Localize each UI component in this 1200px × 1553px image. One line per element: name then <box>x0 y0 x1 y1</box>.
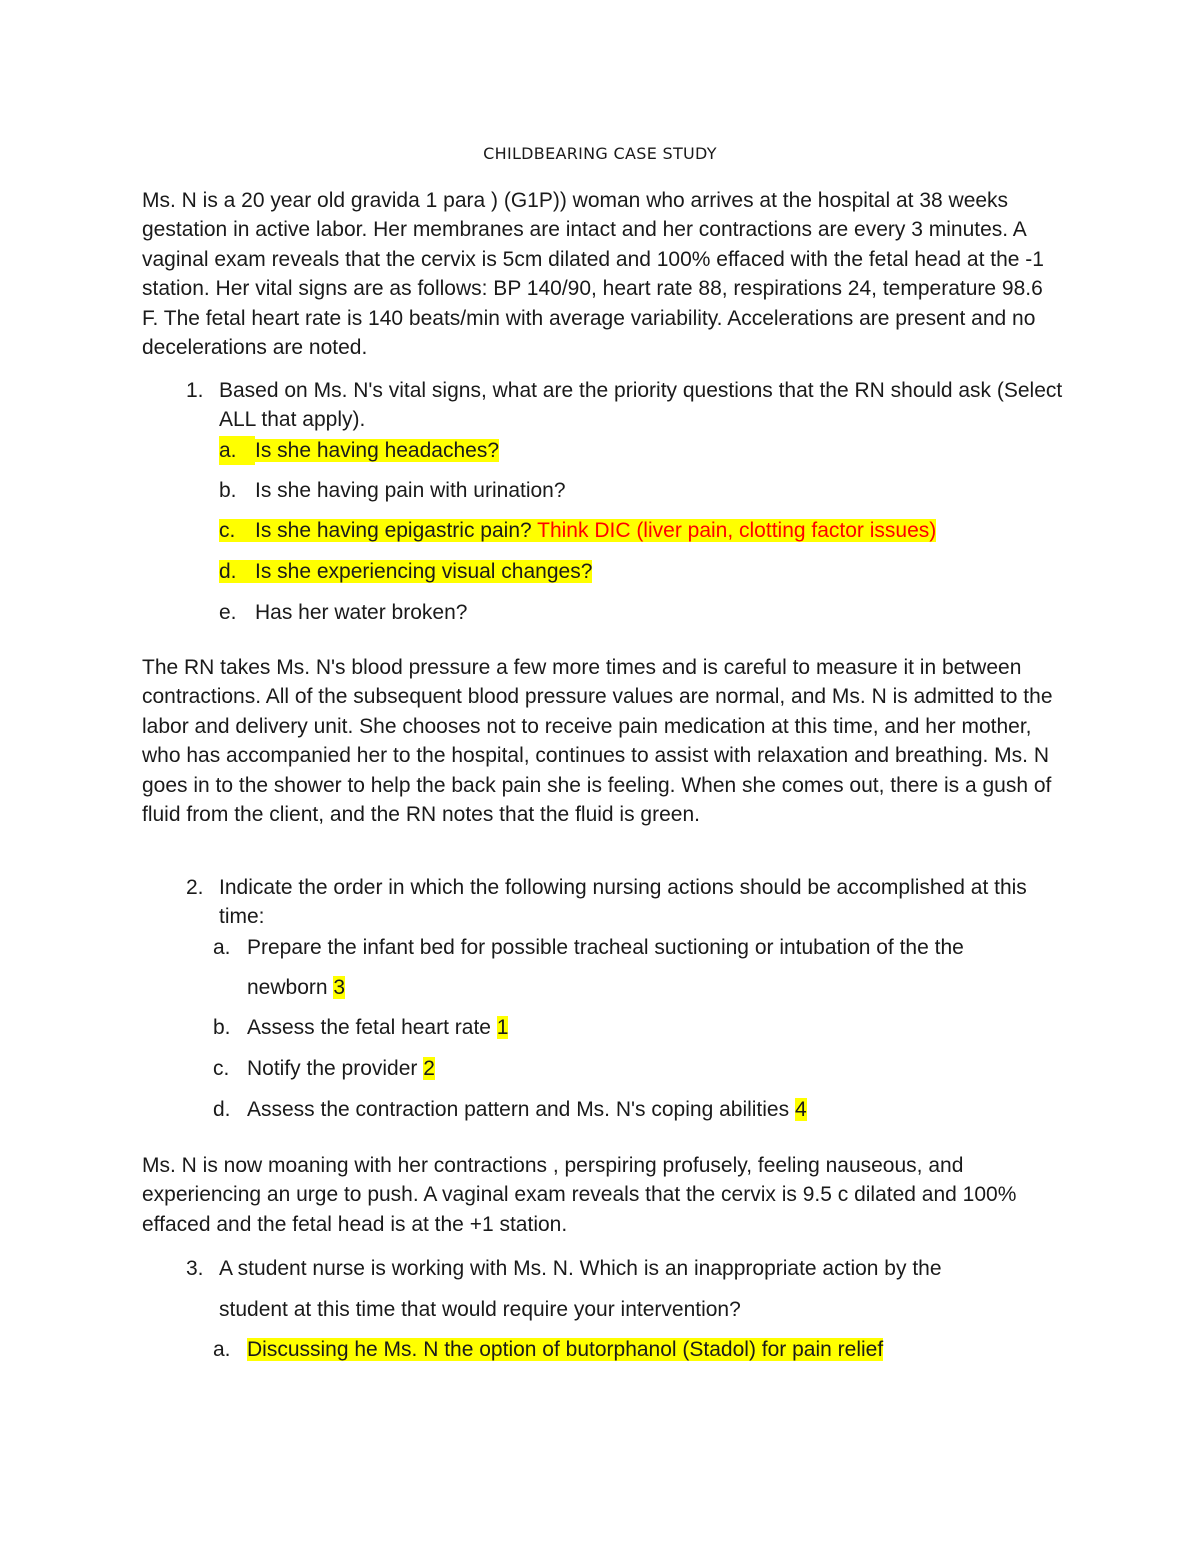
option-text: Notify the provider <box>247 1057 424 1080</box>
option-text: Is she experiencing visual changes? <box>255 560 593 583</box>
q3-option-a <box>213 1335 883 1364</box>
option-letter: b. <box>213 1016 231 1039</box>
intro-paragraph: Ms. N is a 20 year old gravida 1 para ) (G1P)) woman who arrives at the hospital at 38 weeks gestation in active labor. Her membranes are intact and her contractions are every 3 minutes. A vaginal exam reveals that the cervix is 5cm dilated and 100% effaced with the fetal head at the -1 station. Her vital signs are as follows: BP 140/90, heart rate 88, respirations 24, temperature 98.6 F. The fetal heart rate is 140 beats/min with average variability. Accelerations are present and no decelerations are noted. <box>142 189 1044 360</box>
q1-option-d <box>219 557 592 586</box>
question-1-text: Based on Ms. N's vital signs, what are the priority questions that the RN should ask (Select ALL that apply). <box>219 379 1063 432</box>
q1-option-a <box>219 436 499 465</box>
q2-option-a-continued <box>247 973 345 1002</box>
q2-option-c <box>213 1054 435 1083</box>
option-letter: d. <box>219 560 237 583</box>
second-paragraph: The RN takes Ms. N's blood pressure a few more times and is careful to measure it in between contractions. All of the subsequent blood pressure values are normal, and Ms. N is admitted to the labor and delivery unit. She chooses not to receive pain medication at this time, and her mother, who has accompanied her to the hospital, continues to assist with relaxation and breathing. Ms. N goes in to the shower to help the back pain she is feeling. When she comes out, there is a gush of fluid from the client, and the RN notes that the fluid is green. <box>142 656 1053 827</box>
option-letter: a. <box>219 436 255 465</box>
question-2-number: 2. <box>186 876 204 899</box>
order-answer: 3 <box>333 976 346 999</box>
option-text: Is she having epigastric pain? <box>255 519 532 542</box>
option-letter: a. <box>213 936 231 959</box>
q1-option-c <box>219 516 936 545</box>
option-text: Prepare the infant bed for possible tracheal suctioning or intubation of the the <box>247 936 964 959</box>
q2-option-b <box>213 1013 508 1042</box>
option-annotation: Think DIC (liver pain, clotting factor issues) <box>531 519 937 542</box>
option-letter: c. <box>219 519 236 542</box>
order-answer: 2 <box>423 1057 435 1080</box>
question-1-number: 1. <box>186 379 204 402</box>
option-letter: c. <box>213 1057 230 1080</box>
option-text: Discussing he Ms. N the option of butorphanol (Stadol) for pain relief <box>247 1338 884 1361</box>
q2-option-a <box>213 933 964 962</box>
q1-option-e <box>219 598 467 627</box>
order-answer: 4 <box>794 1098 807 1121</box>
option-text: Is she having pain with urination? <box>255 479 566 502</box>
option-letter: a. <box>213 1338 231 1361</box>
order-answer: 1 <box>496 1016 509 1039</box>
option-letter: e. <box>219 601 237 624</box>
option-text: Is she having headaches? <box>255 439 500 462</box>
option-text: newborn <box>247 976 334 999</box>
option-text: Assess the fetal heart rate <box>247 1016 497 1039</box>
option-text: Has her water broken? <box>255 601 468 624</box>
option-letter: d. <box>213 1098 231 1121</box>
third-paragraph: Ms. N is now moaning with her contractions , perspiring profusely, feeling nauseous, and experiencing an urge to push. A vaginal exam reveals that the cervix is 9.5 c dilated and 100% effaced and the fetal head is at the +1 station. <box>142 1154 1017 1236</box>
question-3-text-line2: student at this time that would require your intervention? <box>219 1298 741 1321</box>
question-2-text: Indicate the order in which the following nursing actions should be accomplished at this time: <box>219 876 1027 929</box>
question-3-number: 3. <box>186 1257 204 1280</box>
q2-option-d <box>213 1095 807 1124</box>
q1-option-b <box>219 476 566 505</box>
question-3-text-line1: A student nurse is working with Ms. N. Which is an inappropriate action by the <box>219 1257 942 1280</box>
option-letter: b. <box>219 479 237 502</box>
option-text: Assess the contraction pattern and Ms. N's coping abilities <box>247 1098 795 1121</box>
document-title: CHILDBEARING CASE STUDY <box>483 144 717 163</box>
